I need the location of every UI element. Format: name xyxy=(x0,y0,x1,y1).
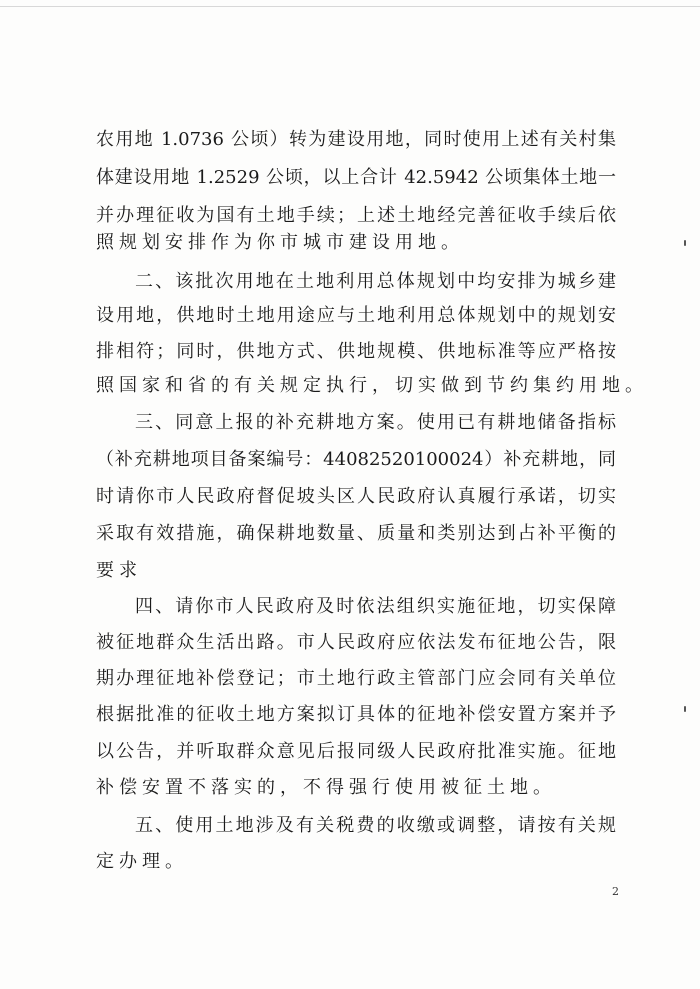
text-line: （补充耕地项目备案编号：44082520100024）补充耕地，同 xyxy=(96,449,616,470)
text-line: 照国家和省的有关规定执行，切实做到节约集约用地。 xyxy=(96,375,648,396)
text-line: 体建设用地 1.2529 公顷，以上合计 42.5942 公顷集体土地一 xyxy=(96,167,616,188)
text-line: 以公告，并听取群众意见后报同级人民政府批准实施。征地 xyxy=(96,741,616,762)
text-line: 采取有效措施，确保耕地数量、质量和类别达到占补平衡的 xyxy=(96,523,616,544)
text-line: 排相符；同时，供地方式、供地规模、供地标准等应严格按 xyxy=(96,341,616,362)
text-line: 照规划安排作为你市城市建设用地。 xyxy=(96,232,464,253)
paragraph-5-first-line: 五、使用土地涉及有关税费的收缴或调整，请按有关规 xyxy=(135,815,616,836)
paragraph-4-first-line: 四、请你市人民政府及时依法组织实施征地，切实保障 xyxy=(135,596,616,617)
text-line: 定办理。 xyxy=(96,851,188,872)
text-line: 补偿安置不落实的，不得强行使用被征土地。 xyxy=(96,777,556,798)
text-line: 被征地群众生活出路。市人民政府应依法发布征地公告，限 xyxy=(96,632,616,653)
scan-speck xyxy=(684,240,686,246)
text-line: 并办理征收为国有土地手续；上述土地经完善征收手续后依 xyxy=(96,205,616,226)
text-line: 时请你市人民政府督促坡头区人民政府认真履行承诺，切实 xyxy=(96,486,616,507)
text-line: 要求 xyxy=(96,560,142,581)
page-number: 2 xyxy=(612,885,619,898)
text-line: 根据批准的征收土地方案拟订具体的征地补偿安置方案并予 xyxy=(96,704,616,725)
scan-speck xyxy=(684,706,686,712)
text-line: 设用地，供地时土地用途应与土地利用总体规划中的规划安 xyxy=(96,305,616,326)
text-line: 农用地 1.0736 公顷）转为建设用地，同时使用上述有关村集 xyxy=(96,129,616,150)
paragraph-2-first-line: 二、该批次用地在土地利用总体规划中均安排为城乡建 xyxy=(135,271,616,292)
scan-edge-rule xyxy=(0,6,700,7)
paragraph-3-first-line: 三、同意上报的补充耕地方案。使用已有耕地储备指标 xyxy=(135,412,616,433)
text-line: 期办理征地补偿登记；市土地行政主管部门应会同有关单位 xyxy=(96,668,616,689)
